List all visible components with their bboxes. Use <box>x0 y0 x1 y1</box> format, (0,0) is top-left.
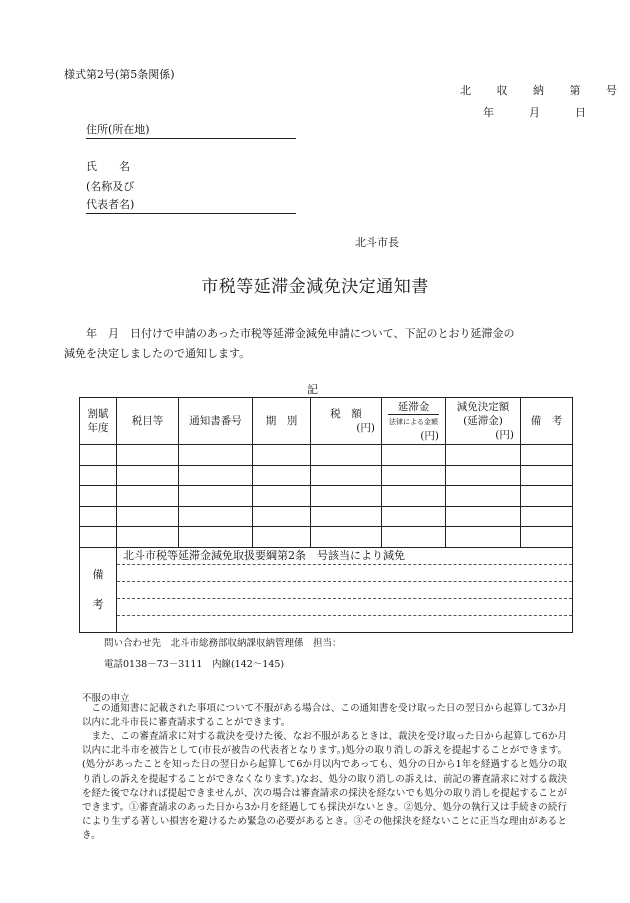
header-notice-number: 通知書番号 <box>179 398 253 445</box>
remarks-text: 北斗市税等延滞金減免取扱要綱第2条 号該当により減免 <box>117 548 572 565</box>
contact-phone: 電話0138－73－3111 内線(142～145) <box>104 659 285 670</box>
date-month: 月 <box>529 106 540 119</box>
contact-info: 問い合わせ先 北斗市総務部収納課収納管理係 担当： <box>104 638 342 649</box>
reduction-table <box>79 397 573 633</box>
header-tax-item: 税目等 <box>117 398 179 445</box>
header-remarks: 備 考 <box>521 398 573 445</box>
table-header-row <box>80 398 573 445</box>
header-fiscal-year: 割賦 年度 <box>80 398 117 445</box>
receipt-number: 北 収 納 第 号 <box>460 84 628 97</box>
header-period: 期 別 <box>253 398 311 445</box>
remarks-blank-line <box>117 599 572 616</box>
date-day: 日 <box>575 106 586 119</box>
document-title: 市税等延滞金減免決定通知書 <box>201 277 429 297</box>
header-late-fee: 延滞金 法律による金額 (円) <box>382 398 446 445</box>
table-row <box>80 527 573 548</box>
body-line-1: 年 月 日付けで申請のあった市税等延滞金減免申請について、下記のとおり延滞金の <box>86 327 515 340</box>
objection-paragraph-2: また、この審査請求に対する裁決を受けた後、なお不服があるときは、裁決を受け取った日から起算して6か月以内に北斗市を被告として(市長が被告の代表者となります。)処分の取り消しの訴えを提起することができます。(処分があったことを知った日の翌日から起算して6か月以内であっても、処分の日から1年を経過すると処分の取り消しの訴えを提起することができなくなります。)なお、処分の取り消しの訴えは、前記の審査請求に対する裁決を経た後でなければ提起できませんが、次の場合は審査請求の採決を経ないでも処分の取り消しを提起することができます。①審査請求のあった日から3か月を経過しても採決がないとき。②処分、処分の執行又は手続きの続行により生ずる著しい損害を避けるため緊急の必要があるとき。③その他採決を経ないことに正当な理由があるとき。 <box>82 731 567 842</box>
form-number: 様式第2号(第5条関係) <box>64 68 175 81</box>
remarks-label: 備 考 <box>80 547 117 632</box>
table-row <box>80 465 573 486</box>
representative-field: 代表者名) <box>86 196 296 214</box>
issuer: 北斗市長 <box>355 236 399 249</box>
address-field: 住所(所在地) <box>86 121 296 139</box>
date-year: 年 <box>483 106 494 119</box>
remarks-row <box>80 547 573 632</box>
body-line-2: 減免を決定しましたので通知します。 <box>64 347 251 360</box>
header-tax-amount: 税 額 (円) <box>311 398 382 445</box>
objection-paragraph-1: この通知書に記載された事項について不服がある場合は、この通知書を受け取った日の翌日から起算して3か月以内に北斗市長に審査請求することができます。 <box>82 703 567 729</box>
name-label: 氏 名 <box>86 160 130 173</box>
header-reduction-amount: 減免決定額 (延滞金) (円) <box>446 398 521 445</box>
ki-label: 記 <box>307 383 318 396</box>
table-row <box>80 486 573 507</box>
objection-title: 不服の申立 <box>82 693 130 704</box>
name-label-2: (名称及び <box>86 180 135 193</box>
table-row <box>80 506 573 527</box>
remarks-blank-line <box>117 565 572 582</box>
remarks-blank-line <box>117 582 572 599</box>
remarks-blank-line <box>117 616 572 632</box>
remarks-area <box>117 547 573 632</box>
issue-date <box>483 104 586 120</box>
table-row <box>80 445 573 466</box>
